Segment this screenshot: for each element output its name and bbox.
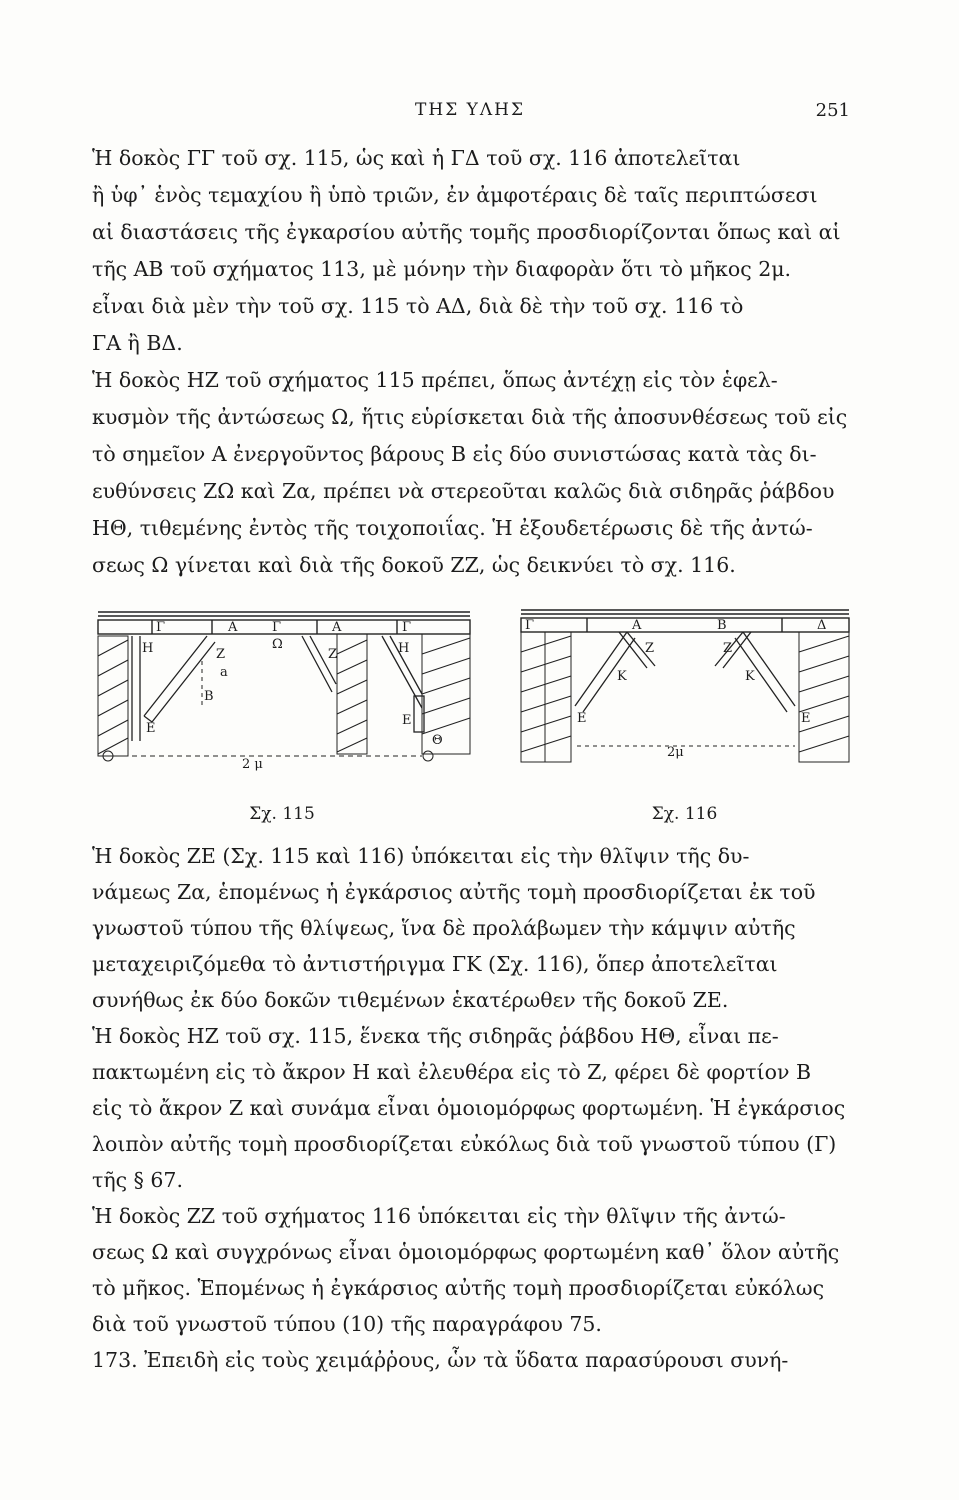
right-wall (799, 632, 849, 762)
label: Η (398, 641, 410, 656)
label: Γ (402, 620, 412, 635)
text-line: σεως Ω γίνεται καὶ διὰ τῆς δοκοῦ ΖΖ, ὡς δεικνύει τὸ σχ. 116. (92, 553, 736, 577)
label: Ε (801, 711, 811, 726)
center-wall (337, 634, 367, 754)
label: B (204, 689, 214, 704)
text-line: τὸ σημεῖον Α ἐνεργοῦντος βάρους Β εἰς δύο συνιστώσας κατὰ τὰς δι- (92, 442, 817, 466)
lower-text (92, 838, 852, 1378)
label: Ζ (216, 647, 226, 662)
label: 2 μ (242, 757, 263, 772)
text-line: λοιπὸν αὐτῆς τομὴ προσδιορίζεται εὐκόλως διὰ τοῦ γνωστοῦ τύπου (Γ) (92, 1132, 837, 1156)
label: E (402, 713, 412, 728)
label: Ζ (645, 641, 655, 656)
label: Α (332, 620, 342, 635)
label: Ζ (328, 647, 338, 662)
label: Κ (617, 669, 627, 684)
text-line: ἢ ὑφ᾽ ἑνὸς τεμαχίου ἢ ὑπὸ τριῶν, ἐν ἀμφοτέραις δὲ ταῖς περιπτώσεσι (92, 183, 818, 207)
figure-116-drawing (517, 596, 852, 824)
text-line: Ἡ δοκὸς ΓΓ τοῦ σχ. 115, ὡς καὶ ἡ ΓΔ τοῦ σχ. 116 ἀποτελεῖται (92, 146, 741, 170)
label: Κ (745, 669, 755, 684)
text-line: σεως Ω καὶ συγχρόνως εἶναι ὁμοιομόρφως φορτωμένη καθ᾽ ὅλον αὐτῆς (92, 1240, 840, 1264)
label: Γ (156, 620, 166, 635)
label: E (146, 721, 156, 736)
label: Ε (577, 711, 587, 726)
struts (575, 632, 795, 712)
text-line: τὸ μῆκος. Ἑπομένως ἡ ἐγκάρσιος αὐτῆς τομὴ προσδιορίζεται εὐκόλως (92, 1276, 825, 1300)
text-line: εἰς τὸ ἄκρον Ζ καὶ συνάμα εἶναι ὁμοιομόρφως φορτωμένη. Ἡ ἐγκάρσιος (92, 1096, 846, 1120)
figure-115 (92, 596, 472, 824)
figure-115-caption: Σχ. 115 (249, 804, 315, 824)
running-title: ΤΗΣ ΥΛΗΣ (415, 100, 525, 120)
figures-row (92, 596, 852, 824)
text-line: 173. Ἐπειδὴ εἰς τοὺς χειμάῤῥους, ὧν τὰ ὕδατα παρασύρουσι συνή- (92, 1348, 789, 1372)
left-wall (98, 636, 128, 756)
figure-116 (517, 596, 852, 824)
text-line: Ἡ δοκὸς ΖΖ τοῦ σχήματος 116 ὑπόκειται εἰς τὴν θλῖψιν τῆς ἀντώ- (92, 1204, 786, 1228)
text-line: κυσμὸν τῆς ἀντώσεως Ω, ἥτις εὑρίσκεται διὰ τῆς ἀποσυνθέσεως τοῦ εἰς (92, 405, 848, 429)
text-line: εἶναι διὰ μὲν τὴν τοῦ σχ. 115 τὸ ΑΔ, διὰ δὲ τὴν τοῦ σχ. 116 τὸ (92, 294, 744, 318)
left-wall (521, 632, 571, 762)
figure-115-drawing (92, 596, 472, 824)
label: Β (717, 618, 727, 633)
page-number: 251 (815, 100, 850, 121)
text-line: Ἡ δοκὸς ΖΕ (Σχ. 115 καὶ 116) ὑπόκειται εἰς τὴν θλῖψιν τῆς δυ- (92, 844, 750, 868)
label: Θ (432, 733, 443, 748)
page-header (90, 100, 850, 130)
label: Α (632, 618, 642, 633)
text-line: ΗΘ, τιθεμένης ἐντὸς τῆς τοιχοποιΐας. Ἡ ἐξουδετέρωσις δὲ τῆς ἀντώ- (92, 516, 813, 540)
label: Α (228, 620, 238, 635)
label: Ζ (723, 641, 733, 656)
dimension-line (103, 661, 433, 761)
label: 2μ (667, 745, 684, 760)
label: Γ (272, 620, 282, 635)
label: Γ (525, 618, 535, 633)
right-wall (422, 634, 470, 754)
text-line: διὰ τοῦ γνωστοῦ τύπου (10) τῆς παραγράφου 75. (92, 1312, 602, 1336)
text-line: μεταχειριζόμεθα τὸ ἀντιστήριγμα ΓΚ (Σχ. 116), ὅπερ ἀποτελεῖται (92, 952, 778, 976)
text-line: αἱ διαστάσεις τῆς ἐγκαρσίου αὐτῆς τομῆς προσδιορίζονται ὅπως καὶ αἱ (92, 220, 841, 244)
label: a (220, 665, 228, 680)
text-line: Ἡ δοκὸς ΗΖ τοῦ σχήματος 115 πρέπει, ὅπως ἀντέχῃ εἰς τὸν ἑφελ- (92, 368, 778, 392)
upper-text (92, 140, 852, 584)
text-line: τῆς § 67. (92, 1168, 183, 1192)
text-line: πακτωμένη εἰς τὸ ἄκρον Η καὶ ἐλευθέρα εἰς τὸ Ζ, φέρει δὲ φορτίον Β (92, 1060, 812, 1084)
top-beam (521, 610, 849, 632)
top-beam (98, 612, 470, 634)
figure-116-labels (525, 618, 826, 760)
text-line: ευθύνσεις ΖΩ καὶ Ζα, πρέπει νὰ στερεοῦται καλῶς διὰ σιδηρᾶς ῥάβδου (92, 479, 835, 503)
label: Δ (817, 618, 827, 633)
text-line: νάμεως Ζα, ἑπομένως ἡ ἐγκάρσιος αὐτῆς τομὴ προσδιορίζεται ἐκ τοῦ (92, 880, 816, 904)
figure-116-caption: Σχ. 116 (651, 804, 718, 824)
label: Η (142, 641, 154, 656)
text-line: γνωστοῦ τύπου τῆς θλίψεως, ἵνα δὲ προλάβωμεν τὴν κάμψιν αὐτῆς (92, 916, 796, 940)
text-line: Ἡ δοκὸς ΗΖ τοῦ σχ. 115, ἕνεκα τῆς σιδηρᾶς ῥάβδου ΗΘ, εἶναι πε- (92, 1024, 779, 1048)
text-line: ΓΑ ἢ ΒΔ. (92, 331, 183, 355)
text-line: συνήθως ἐκ δύο δοκῶν τιθεμένων ἑκατέρωθεν τῆς δοκοῦ ΖΕ. (92, 988, 729, 1012)
label: Ω (272, 637, 283, 652)
text-line: τῆς ΑΒ τοῦ σχήματος 113, μὲ μόνην τὴν διαφορὰν ὅτι τὸ μῆκος 2μ. (92, 257, 792, 281)
figure-115-labels (142, 620, 443, 772)
